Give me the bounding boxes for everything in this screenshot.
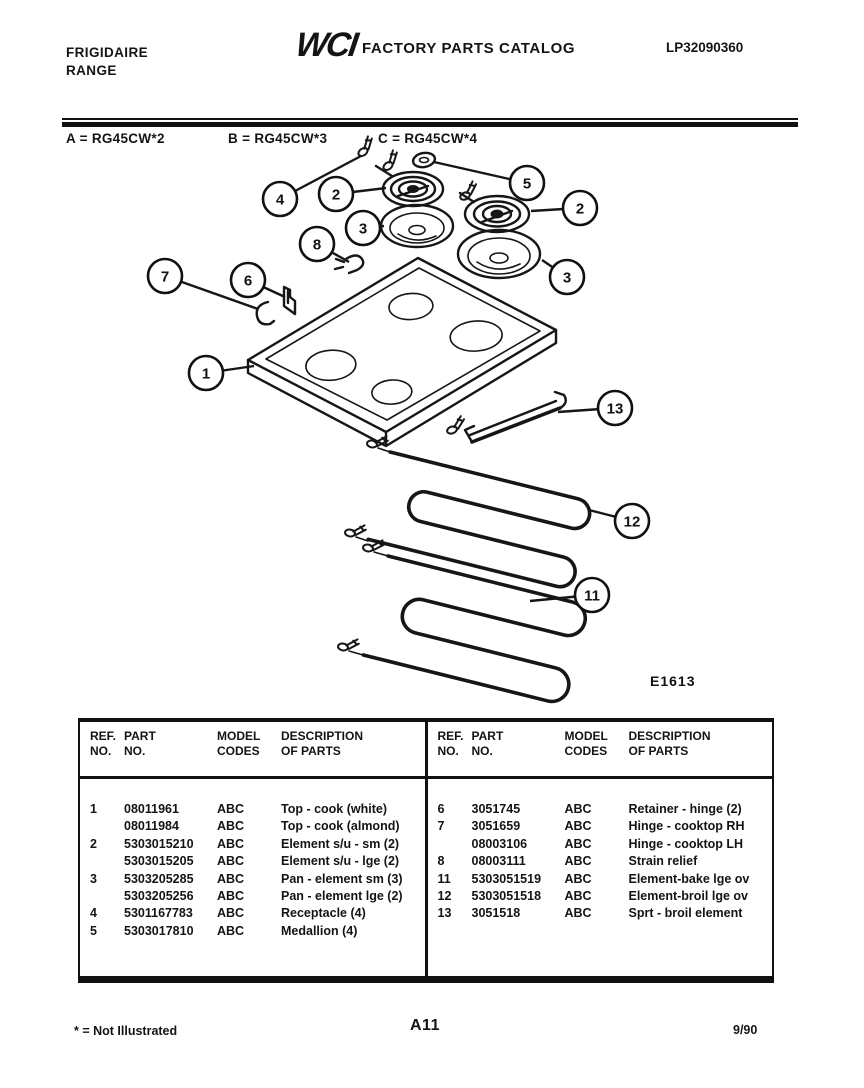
cell-model: ABC [217,906,245,921]
cell-desc: Hinge - cooktop LH [628,836,744,851]
cell-ref: 11 [437,871,451,886]
callout-8 [300,227,334,261]
cell-part: 5303015205 [124,854,194,869]
cell-model: ABC [564,871,592,886]
cell-ref [90,853,124,870]
brand-line1: FRIGIDAIRE [66,45,149,60]
cell-part: 3051518 [471,906,521,921]
page-number: A11 [410,1017,440,1034]
cell-ref: 2 [90,836,97,851]
parts-table-left [80,722,425,976]
col-part: PART [124,729,156,743]
cell-desc: Medallion (4) [281,923,358,938]
svg-text:2: 2 [331,186,341,204]
cell-part: 08003111 [471,854,526,869]
cell-desc: Retainer - hinge (2) [628,802,742,816]
model-code-b: B = RG45CW*3 [228,131,328,146]
col-model: MODEL [217,729,261,743]
mounting-screw-icon [353,135,377,157]
cell-desc: Pan - element lge (2) [281,889,403,904]
cell-model: ABC [217,871,245,886]
table-row [438,818,773,835]
callout-3 [346,211,380,245]
table-row [90,818,425,835]
callout-12 [615,504,649,538]
bracket-screw-icon [444,415,467,434]
cell-part: 08011984 [124,819,179,834]
table-row [90,923,425,940]
cell-model: ABC [217,923,245,938]
cell-model: ABC [217,802,245,816]
table-row [438,853,773,870]
cell-ref: 6 [437,802,445,816]
broil-element [349,552,589,705]
callout-1 [189,356,223,390]
col-ref: REF. [90,729,117,743]
callout-leader-lines [165,156,632,601]
drip-pan-left [381,205,453,247]
table-row [438,905,773,922]
svg-text:6: 6 [243,272,253,290]
cell-part: 5303015210 [124,836,194,851]
cell-part: 5303017810 [124,923,194,938]
bake-element [356,448,593,590]
cell-model: ABC [217,836,245,851]
cell-desc: Hinge - cooktop RH [628,819,745,834]
svg-text:8: 8 [312,236,322,254]
cell-desc: Top - cook (almond) [281,819,400,834]
cell-part: 3051745 [471,802,521,816]
model-code-c: C = RG45CW*4 [378,131,478,146]
table-row [438,801,773,818]
cell-part: 08003106 [471,836,528,851]
cell-ref: 7 [437,819,445,834]
callout-13 [598,391,632,425]
wci-logo: WCI [293,26,359,64]
table-header-right: REF. NO. PART NO. MODEL CODES DESCRIPTION OF PARTS [428,722,773,779]
cell-desc: Receptacle (4) [281,906,366,921]
not-illustrated-note: * = Not Illustrated [74,1024,178,1038]
cell-part: 08011961 [124,802,179,816]
cell-model: ABC [217,889,245,904]
callout-7 [148,259,182,293]
table-bottom-rule [78,977,774,983]
cell-model: ABC [564,819,592,834]
date-code: 9/90 [733,1023,758,1037]
svg-text:7: 7 [160,268,170,286]
model-code-a: A = RG45CW*2 [66,131,165,146]
cell-part: 5303205256 [124,889,194,904]
callout-3 [550,260,584,294]
cell-model: ABC [564,802,592,816]
table-row [90,905,425,922]
cell-ref: 8 [437,854,445,869]
brand-line2: RANGE [66,63,117,78]
callout-11 [575,578,609,612]
table-header-left: REF. NO. PART NO. MODEL CODES DESCRIPTION OF PARTS [80,722,425,779]
cell-model: ABC [564,889,592,904]
cell-part: 5303051518 [471,889,542,904]
cell-model: ABC [564,836,592,851]
cell-ref: 4 [90,906,97,921]
cell-ref: 13 [437,906,452,921]
svg-text:1: 1 [201,365,211,383]
svg-text:3: 3 [358,220,368,238]
table-row [438,888,773,905]
surface-burner-left [376,166,443,206]
catalog-title: FACTORY PARTS CATALOG [362,40,576,57]
cell-desc: Sprt - broil element [628,906,743,921]
cell-desc: Element-bake lge ov [628,871,750,886]
cooktop-support-bracket [465,392,566,442]
cell-ref: 5 [90,923,97,938]
cell-desc: Element s/u - sm (2) [281,836,400,851]
cell-ref [90,888,124,905]
table-row [90,836,425,853]
cell-part: 5303051519 [471,871,542,886]
cooktop-panel [248,258,556,446]
cell-desc: Strain relief [628,854,698,869]
svg-text:4: 4 [275,191,285,209]
callout-6 [231,263,265,297]
svg-text:3: 3 [562,269,572,287]
callout-2 [319,177,353,211]
parts-table-right [428,722,773,976]
cell-model: ABC [564,854,592,869]
cell-ref: 3 [90,871,97,886]
svg-text:5: 5 [522,175,532,193]
strain-relief-clip [335,256,363,274]
drip-pan-right [458,230,540,278]
cell-model: ABC [217,819,245,834]
table-row [90,853,425,870]
table-row [438,836,773,853]
svg-text:11: 11 [584,587,600,605]
cell-part: 3051659 [471,819,521,834]
cell-ref: 12 [437,889,452,904]
cell-ref [438,836,472,853]
table-body-left [80,779,425,940]
document-number: LP32090360 [666,40,744,55]
cell-part: 5301167783 [124,906,193,921]
svg-text:12: 12 [623,513,641,531]
col-desc: DESCRIPTION [281,729,364,743]
parts-table [78,718,774,978]
cell-model: ABC [217,854,245,869]
figure-code: E1613 [650,673,696,689]
callout-2 [563,191,597,225]
cell-part: 5303205285 [124,871,194,886]
cell-desc: Top - cook (white) [281,802,388,816]
svg-text:13: 13 [606,400,624,418]
svg-text:2: 2 [575,200,585,218]
cell-desc: Element s/u - lge (2) [281,854,400,869]
cell-model: ABC [564,906,592,921]
table-row [90,888,425,905]
cell-ref [90,818,124,835]
medallion-cap [412,151,436,169]
cell-ref: 1 [90,802,97,816]
table-row [90,801,425,818]
callout-5 [510,166,544,200]
terminal-screw-right-icon [456,181,480,202]
table-body-right [428,779,773,923]
table-row [438,871,773,888]
cell-desc: Element-broil lge ov [628,889,748,904]
table-row [90,871,425,888]
callout-4 [263,182,297,216]
cell-desc: Pan - element sm (3) [281,871,403,886]
